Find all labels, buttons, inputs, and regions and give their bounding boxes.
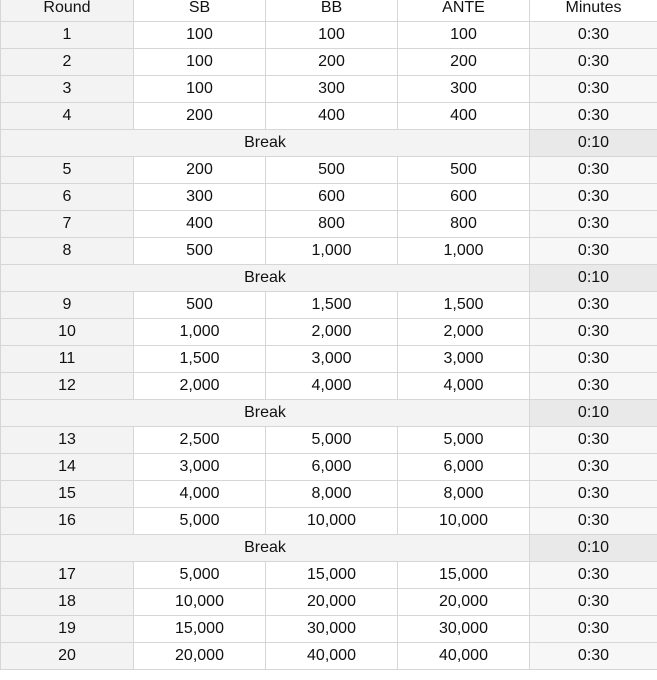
- break-row: [1, 130, 657, 157]
- minutes-cell[interactable]: 0:30: [530, 292, 657, 319]
- table-row: [1, 22, 657, 49]
- sb-cell[interactable]: 4,000: [134, 481, 266, 508]
- ante-cell[interactable]: 1,500: [398, 292, 530, 319]
- minutes-cell[interactable]: 0:30: [530, 49, 657, 76]
- round-cell[interactable]: 5: [1, 157, 134, 184]
- table-row: [1, 157, 657, 184]
- table-row: [1, 427, 657, 454]
- minutes-cell[interactable]: 0:30: [530, 481, 657, 508]
- round-cell[interactable]: 14: [1, 454, 134, 481]
- round-cell[interactable]: 4: [1, 103, 134, 130]
- bb-cell[interactable]: 4,000: [266, 373, 398, 400]
- minutes-cell[interactable]: 0:30: [530, 211, 657, 238]
- table-body: [1, 0, 657, 670]
- header-row: [1, 0, 657, 22]
- minutes-cell[interactable]: 0:30: [530, 103, 657, 130]
- break-minutes-cell[interactable]: 0:10: [530, 130, 657, 157]
- minutes-cell[interactable]: 0:30: [530, 22, 657, 49]
- table-row: [1, 319, 657, 346]
- ante-cell[interactable]: 1,000: [398, 238, 530, 265]
- minutes-cell[interactable]: 0:30: [530, 184, 657, 211]
- sb-cell[interactable]: 100: [134, 76, 266, 103]
- header-cell-round[interactable]: Round: [1, 0, 134, 22]
- bb-cell[interactable]: 200: [266, 49, 398, 76]
- table-row: [1, 589, 657, 616]
- bb-cell[interactable]: 5,000: [266, 427, 398, 454]
- sb-cell[interactable]: 2,500: [134, 427, 266, 454]
- sb-cell[interactable]: 5,000: [134, 508, 266, 535]
- bb-cell[interactable]: 1,500: [266, 292, 398, 319]
- bb-cell[interactable]: 100: [266, 22, 398, 49]
- round-cell[interactable]: 18: [1, 589, 134, 616]
- bb-cell[interactable]: 300: [266, 76, 398, 103]
- bb-cell[interactable]: 10,000: [266, 508, 398, 535]
- ante-cell[interactable]: 4,000: [398, 373, 530, 400]
- round-cell[interactable]: 10: [1, 319, 134, 346]
- break-minutes-cell[interactable]: 0:10: [530, 400, 657, 427]
- table-row: [1, 373, 657, 400]
- header-cell-bb[interactable]: BB: [266, 0, 398, 22]
- break-minutes-cell[interactable]: 0:10: [530, 265, 657, 292]
- minutes-cell[interactable]: 0:30: [530, 616, 657, 643]
- table-row: [1, 49, 657, 76]
- bb-cell[interactable]: 600: [266, 184, 398, 211]
- round-cell[interactable]: 15: [1, 481, 134, 508]
- round-cell[interactable]: 7: [1, 211, 134, 238]
- break-minutes-cell[interactable]: 0:10: [530, 535, 657, 562]
- round-cell[interactable]: 9: [1, 292, 134, 319]
- ante-cell[interactable]: 100: [398, 22, 530, 49]
- ante-cell[interactable]: 800: [398, 211, 530, 238]
- sb-cell[interactable]: 1,500: [134, 346, 266, 373]
- table-row: [1, 508, 657, 535]
- bb-cell[interactable]: 500: [266, 157, 398, 184]
- sb-cell[interactable]: 2,000: [134, 373, 266, 400]
- break-row: [1, 400, 657, 427]
- round-cell[interactable]: 8: [1, 238, 134, 265]
- sb-cell[interactable]: 200: [134, 157, 266, 184]
- table-row: [1, 454, 657, 481]
- minutes-cell[interactable]: 0:30: [530, 454, 657, 481]
- round-cell[interactable]: 19: [1, 616, 134, 643]
- table-row: [1, 562, 657, 589]
- minutes-cell[interactable]: 0:30: [530, 346, 657, 373]
- round-cell[interactable]: 12: [1, 373, 134, 400]
- round-cell[interactable]: 2: [1, 49, 134, 76]
- table-row: [1, 103, 657, 130]
- minutes-cell[interactable]: 0:30: [530, 508, 657, 535]
- minutes-cell[interactable]: 0:30: [530, 373, 657, 400]
- break-label-cell[interactable]: Break: [1, 130, 530, 157]
- bb-cell[interactable]: 400: [266, 103, 398, 130]
- ante-cell[interactable]: 30,000: [398, 616, 530, 643]
- table-row: [1, 211, 657, 238]
- bb-cell[interactable]: 20,000: [266, 589, 398, 616]
- bb-cell[interactable]: 800: [266, 211, 398, 238]
- break-row: [1, 535, 657, 562]
- round-cell[interactable]: 6: [1, 184, 134, 211]
- round-cell[interactable]: 16: [1, 508, 134, 535]
- header-cell-sb[interactable]: SB: [134, 0, 266, 22]
- round-cell[interactable]: 1: [1, 22, 134, 49]
- header-cell-minutes[interactable]: Minutes: [530, 0, 657, 22]
- round-cell[interactable]: 11: [1, 346, 134, 373]
- ante-cell[interactable]: 15,000: [398, 562, 530, 589]
- break-row: [1, 265, 657, 292]
- sb-cell[interactable]: 5,000: [134, 562, 266, 589]
- ante-cell[interactable]: 8,000: [398, 481, 530, 508]
- minutes-cell[interactable]: 0:30: [530, 643, 657, 670]
- ante-cell[interactable]: 10,000: [398, 508, 530, 535]
- sb-cell[interactable]: 500: [134, 238, 266, 265]
- minutes-cell[interactable]: 0:30: [530, 427, 657, 454]
- bb-cell[interactable]: 6,000: [266, 454, 398, 481]
- minutes-cell[interactable]: 0:30: [530, 76, 657, 103]
- ante-cell[interactable]: 2,000: [398, 319, 530, 346]
- ante-cell[interactable]: 3,000: [398, 346, 530, 373]
- bb-cell[interactable]: 40,000: [266, 643, 398, 670]
- round-cell[interactable]: 17: [1, 562, 134, 589]
- round-cell[interactable]: 20: [1, 643, 134, 670]
- break-label-cell[interactable]: Break: [1, 535, 530, 562]
- bb-cell[interactable]: 15,000: [266, 562, 398, 589]
- minutes-cell[interactable]: 0:30: [530, 157, 657, 184]
- table-row: [1, 292, 657, 319]
- sb-cell[interactable]: 200: [134, 103, 266, 130]
- table-row: [1, 616, 657, 643]
- sb-cell[interactable]: 500: [134, 292, 266, 319]
- sb-cell[interactable]: 15,000: [134, 616, 266, 643]
- sb-cell[interactable]: 10,000: [134, 589, 266, 616]
- bb-cell[interactable]: 2,000: [266, 319, 398, 346]
- ante-cell[interactable]: 40,000: [398, 643, 530, 670]
- ante-cell[interactable]: 200: [398, 49, 530, 76]
- sb-cell[interactable]: 100: [134, 22, 266, 49]
- bb-cell[interactable]: 1,000: [266, 238, 398, 265]
- minutes-cell[interactable]: 0:30: [530, 238, 657, 265]
- bb-cell[interactable]: 30,000: [266, 616, 398, 643]
- minutes-cell[interactable]: 0:30: [530, 319, 657, 346]
- bb-cell[interactable]: 8,000: [266, 481, 398, 508]
- sb-cell[interactable]: 400: [134, 211, 266, 238]
- sb-cell[interactable]: 100: [134, 49, 266, 76]
- header-cell-ante[interactable]: ANTE: [398, 0, 530, 22]
- ante-cell[interactable]: 500: [398, 157, 530, 184]
- minutes-cell[interactable]: 0:30: [530, 589, 657, 616]
- sb-cell[interactable]: 20,000: [134, 643, 266, 670]
- minutes-cell[interactable]: 0:30: [530, 562, 657, 589]
- bb-cell[interactable]: 3,000: [266, 346, 398, 373]
- ante-cell[interactable]: 400: [398, 103, 530, 130]
- sb-cell[interactable]: 1,000: [134, 319, 266, 346]
- table-row: [1, 184, 657, 211]
- table-row: [1, 238, 657, 265]
- table-row: [1, 346, 657, 373]
- table-row: [1, 76, 657, 103]
- table-row: [1, 481, 657, 508]
- ante-cell[interactable]: 6,000: [398, 454, 530, 481]
- table-row: [1, 643, 657, 670]
- ante-cell[interactable]: 5,000: [398, 427, 530, 454]
- break-label-cell[interactable]: Break: [1, 400, 530, 427]
- sb-cell[interactable]: 3,000: [134, 454, 266, 481]
- ante-cell[interactable]: 20,000: [398, 589, 530, 616]
- round-cell[interactable]: 3: [1, 76, 134, 103]
- sb-cell[interactable]: 300: [134, 184, 266, 211]
- break-label-cell[interactable]: Break: [1, 265, 530, 292]
- round-cell[interactable]: 13: [1, 427, 134, 454]
- ante-cell[interactable]: 600: [398, 184, 530, 211]
- ante-cell[interactable]: 300: [398, 76, 530, 103]
